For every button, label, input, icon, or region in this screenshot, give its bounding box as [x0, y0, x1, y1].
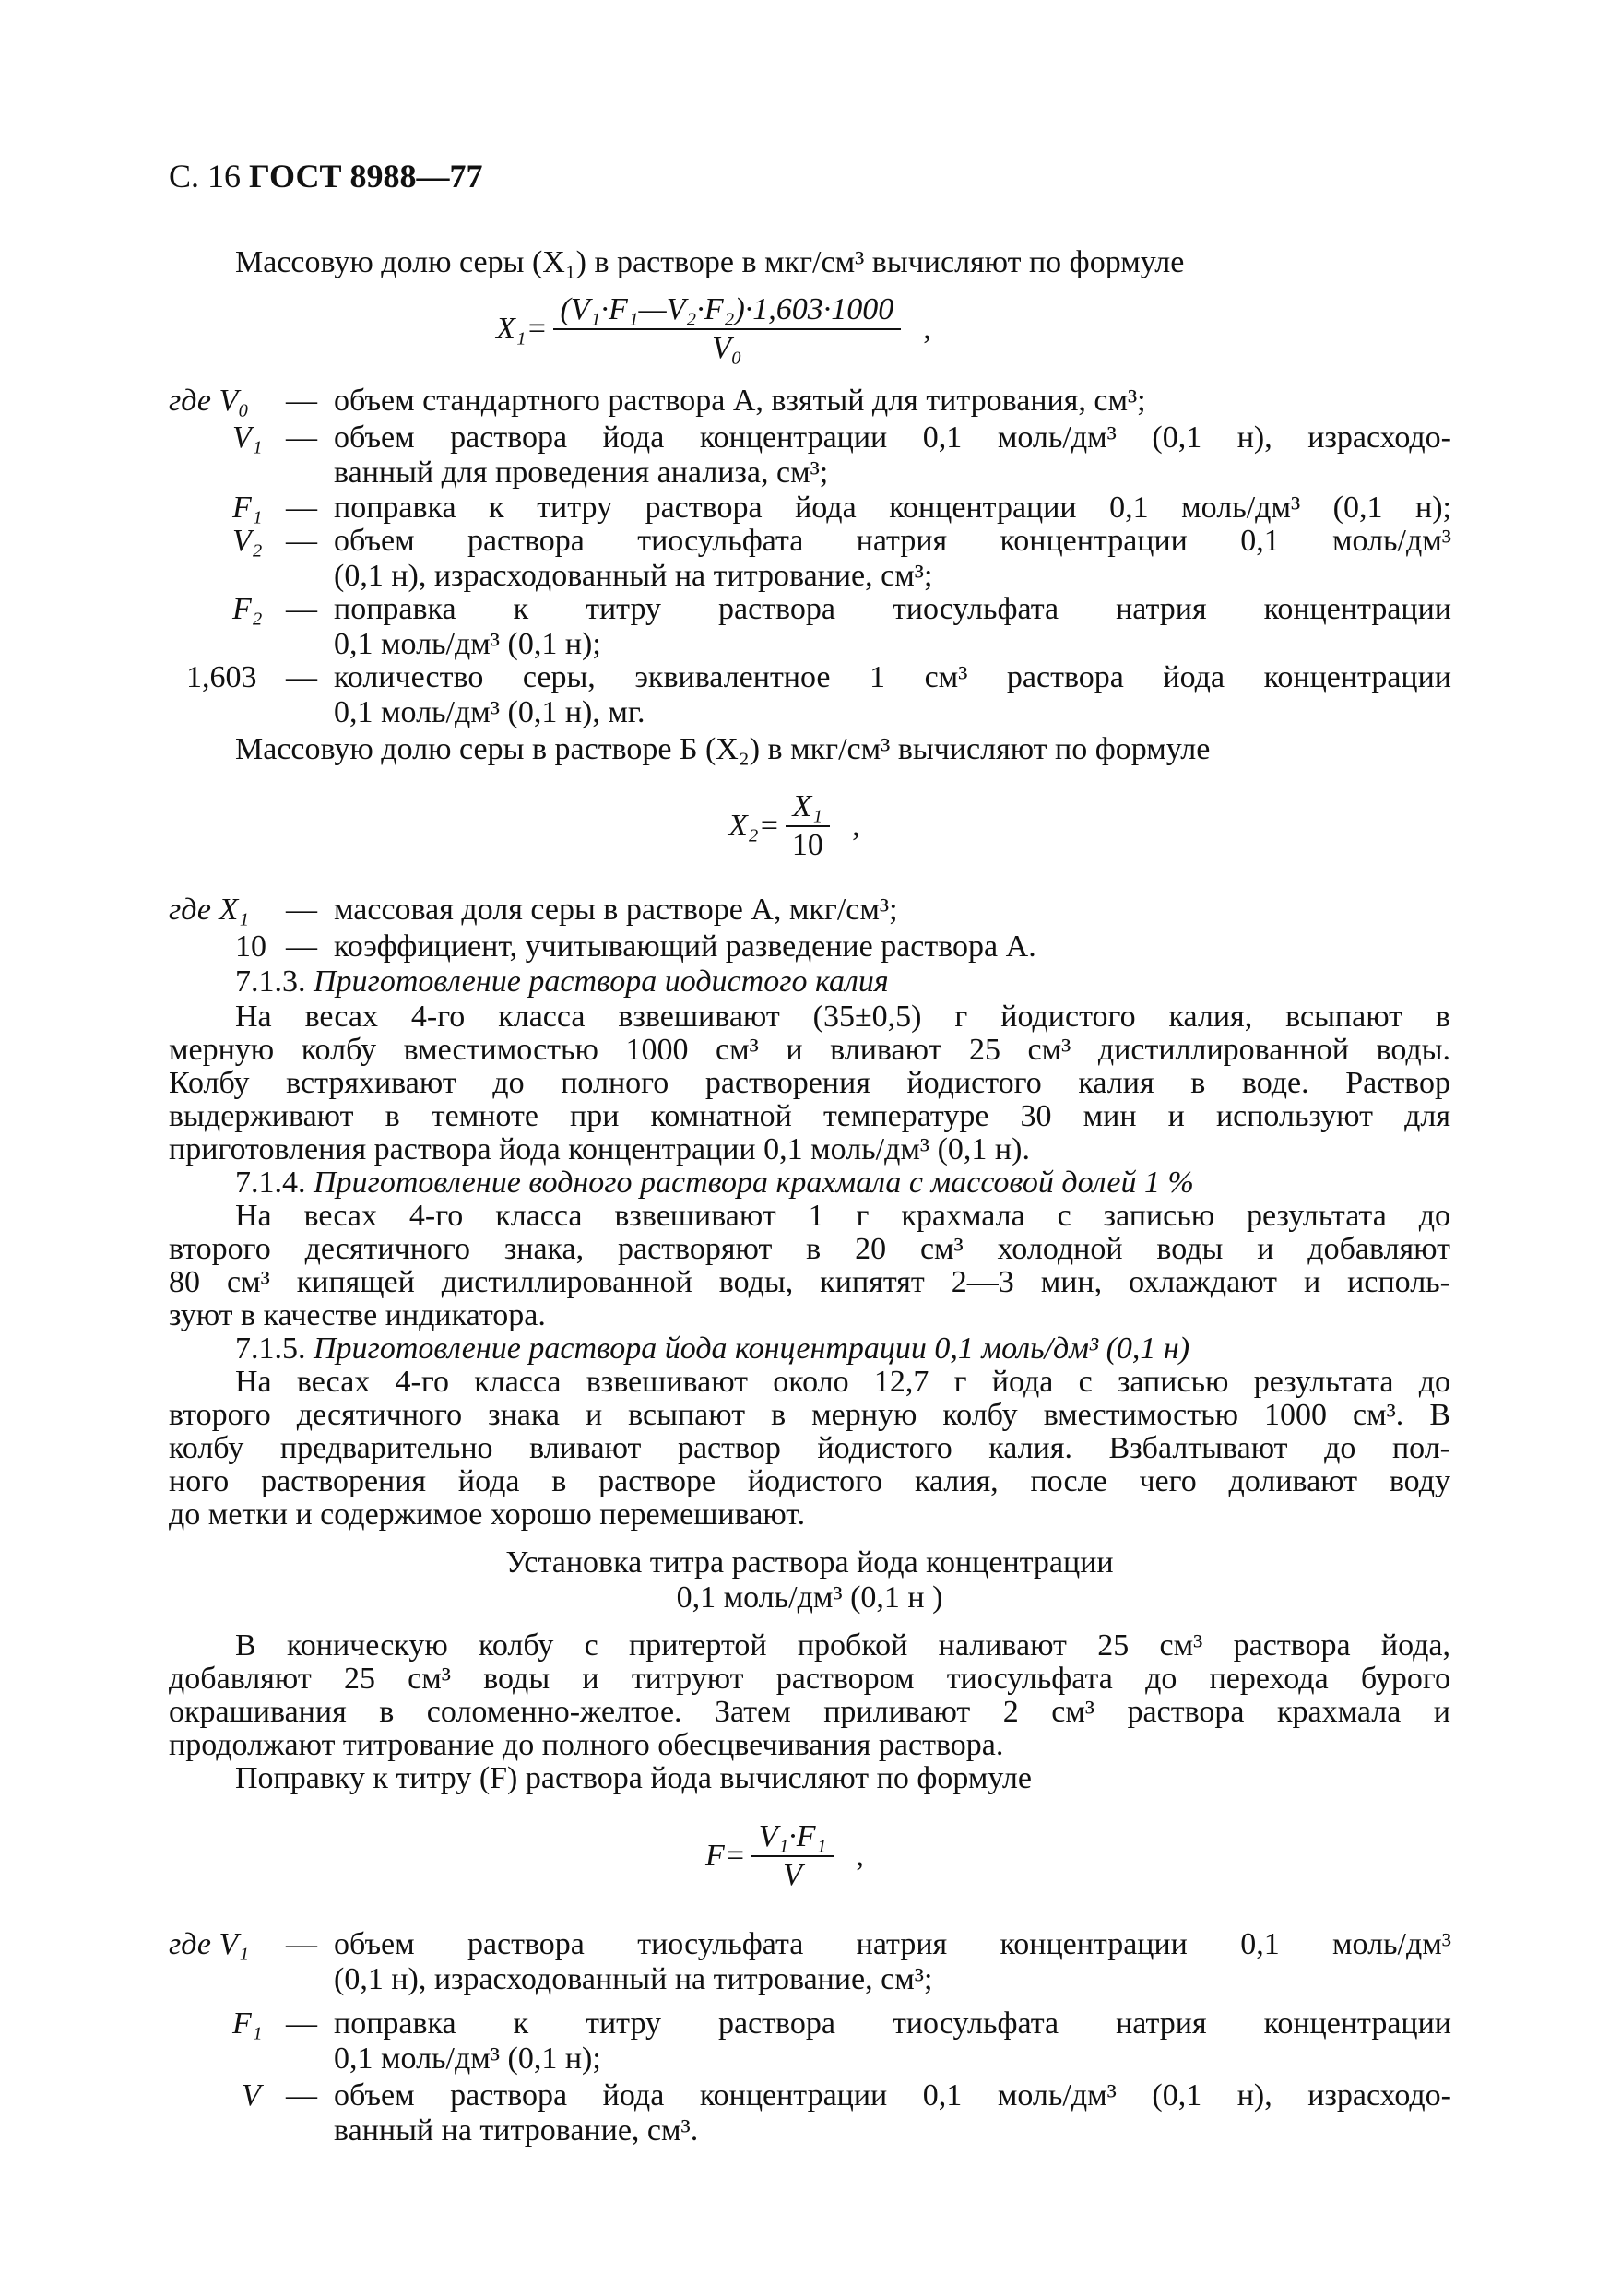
paragraph-line: 80 см³ кипящей дистиллированной воды, кипятят 2—3 мин, охлаждают и исполь- [169, 1265, 1450, 1299]
def-text: 0,1 моль/дм³ (0,1 н); [334, 627, 601, 661]
def-text: объем раствора тиосульфата натрия концентрации 0,1 моль/дм³ [334, 1927, 1451, 1961]
paragraph-line: приготовления раствора йода концентрации 0,1 моль/дм³ (0,1 н). [169, 1132, 1030, 1166]
formula-intro-f: Поправку к титру (F) раствора йода вычисляют по формуле [235, 1761, 1032, 1795]
formula-x2 [728, 788, 860, 864]
def-text: поправка к титру раствора тиосульфата натрия концентрации [334, 2006, 1451, 2041]
def-label: V₁ [232, 420, 263, 455]
def-text: количество серы, эквивалентное 1 см³ раствора йода концентрации [334, 660, 1451, 694]
paragraph-line: мерную колбу вместимостью 1000 см³ и вливают 25 см³ дистиллированной воды. [169, 1033, 1450, 1067]
paragraph-line: продолжают титрование до полного обесцвечивания раствора. [169, 1728, 1004, 1762]
paragraph-line: ного растворения йода в растворе йодистого калия, после чего доливают воду [169, 1464, 1450, 1498]
def-text: коэффициент, учитывающий разведение раствора А. [334, 929, 1036, 964]
def-label: F₁ [232, 2006, 263, 2041]
def-label: F₂ [232, 592, 263, 626]
paragraph-line: добавляют 25 см³ воды и титруют раствором тиосульфата до перехода бурого [169, 1662, 1450, 1696]
paragraph-line: колбу предварительно вливают раствор йодистого калия. Взбалтывают до пол- [169, 1431, 1450, 1465]
def-text: объем раствора тиосульфата натрия концентрации 0,1 моль/дм³ [334, 524, 1451, 558]
formula-intro-x2: Массовую долю серы в растворе Б (X₂) в мкг/см³ вычисляют по формуле [235, 732, 1211, 766]
section-title: Приготовление водного раствора крахмала с массовой долей 1 % [314, 1166, 1194, 1200]
def-text: объем стандартного раствора А, взятый для титрования, см³; [334, 384, 1146, 418]
def-text: 0,1 моль/дм³ (0,1 н), мг. [334, 695, 645, 729]
def-label: где X₁ [169, 893, 250, 927]
section-7-1-3-heading [235, 963, 889, 1001]
def-label: где V₀ [169, 384, 250, 418]
paragraph-line: Колбу встряхивают до полного растворения йодистого калия в воде. Раствор [169, 1066, 1450, 1100]
formula-f-comma: , [856, 1839, 864, 1873]
section-number: 7.1.3. [235, 965, 306, 999]
def-text: (0,1 н), израсходованный на титрование, см³; [334, 1962, 933, 1996]
formula-x2-lhs: X₂= [728, 809, 780, 843]
paragraph-line: второго десятичного знака и всыпают в мерную колбу вместимостью 1000 см³. В [169, 1398, 1450, 1432]
section-title: Приготовление раствора йода концентрации 0,1 моль/дм³ (0,1 н) [314, 1331, 1190, 1366]
def-text: поправка к титру раствора тиосульфата натрия концентрации [334, 592, 1451, 626]
paragraph-line: В коническую колбу с притертой пробкой наливают 25 см³ раствора йода, [235, 1628, 1450, 1663]
def-text: ванный на титрование, см³. [334, 2113, 699, 2148]
def-label: F₁ [232, 491, 263, 525]
subheading-line: 0,1 моль/дм³ (0,1 н ) [676, 1580, 943, 1615]
formula-intro-x1: Массовую долю серы (X₁) в растворе в мкг/см³ вычисляют по формуле [235, 245, 1185, 279]
section-title: Приготовление раствора иодистого калия [314, 965, 889, 999]
formula-x2-comma: , [852, 809, 860, 843]
subheading-line: Установка титра раствора йода концентрации [505, 1545, 1114, 1580]
paragraph-line: окрашивания в соломенно-желтое. Затем приливают 2 см³ раствора крахмала и [169, 1695, 1450, 1729]
def-text: поправка к титру раствора йода концентрации 0,1 моль/дм³ (0,1 н); [334, 491, 1451, 525]
def-label: 1,603 [186, 660, 257, 694]
def-text: 0,1 моль/дм³ (0,1 н); [334, 2042, 601, 2076]
formula-f [705, 1818, 864, 1894]
page-number: С. 16 [169, 158, 242, 195]
def-text: ванный для проведения анализа, см³; [334, 456, 829, 490]
formula-x1 [496, 291, 931, 367]
paragraph-line: На весах 4-го класса взвешивают около 12,7 г йода с записью результата до [235, 1365, 1450, 1399]
formula-x2-numerator: X₁ [786, 788, 831, 827]
formula-x1-denominator: V₀ [712, 331, 742, 365]
def-label: V₂ [232, 524, 263, 558]
formula-f-lhs: F= [705, 1839, 746, 1873]
formula-f-numerator: V₁·F₁ [751, 1818, 834, 1857]
formula-x1-comma: , [923, 312, 931, 346]
page-header [169, 157, 482, 195]
document-number: ГОСТ 8988—77 [249, 158, 483, 195]
formula-x1-lhs: X₁= [496, 312, 548, 346]
formula-x1-numerator: (V₁·F₁—V₂·F₂)·1,603·1000 [553, 291, 902, 330]
def-label: где V₁ [169, 1927, 250, 1961]
paragraph-line: до метки и содержимое хорошо перемешивают. [169, 1497, 806, 1532]
formula-x2-denominator: 10 [791, 828, 823, 862]
section-number: 7.1.5. [235, 1331, 306, 1366]
paragraph-line: На весах 4-го класса взвешивают (35±0,5) г йодистого калия, всыпают в [235, 1000, 1450, 1034]
paragraph-line: На весах 4-го класса взвешивают 1 г крахмала с записью результата до [235, 1199, 1450, 1233]
formula-f-denominator: V [783, 1858, 802, 1892]
def-text: объем раствора йода концентрации 0,1 моль/дм³ (0,1 н), израсходо- [334, 420, 1451, 455]
def-text: (0,1 н), израсходованный на титрование, см³; [334, 559, 933, 593]
paragraph-line: второго десятичного знака, растворяют в 20 см³ холодной воды и добавляют [169, 1232, 1450, 1266]
def-label: V [242, 2078, 261, 2113]
def-text: объем раствора йода концентрации 0,1 моль/дм³ (0,1 н), израсходо- [334, 2078, 1451, 2113]
def-label: 10 [235, 929, 266, 964]
section-number: 7.1.4. [235, 1166, 306, 1200]
def-text: массовая доля серы в растворе А, мкг/см³; [334, 893, 898, 927]
paragraph-line: выдерживают в темноте при комнатной температуре 30 мин и используют для [169, 1099, 1450, 1133]
paragraph-line: зуют в качестве индикатора. [169, 1298, 546, 1332]
